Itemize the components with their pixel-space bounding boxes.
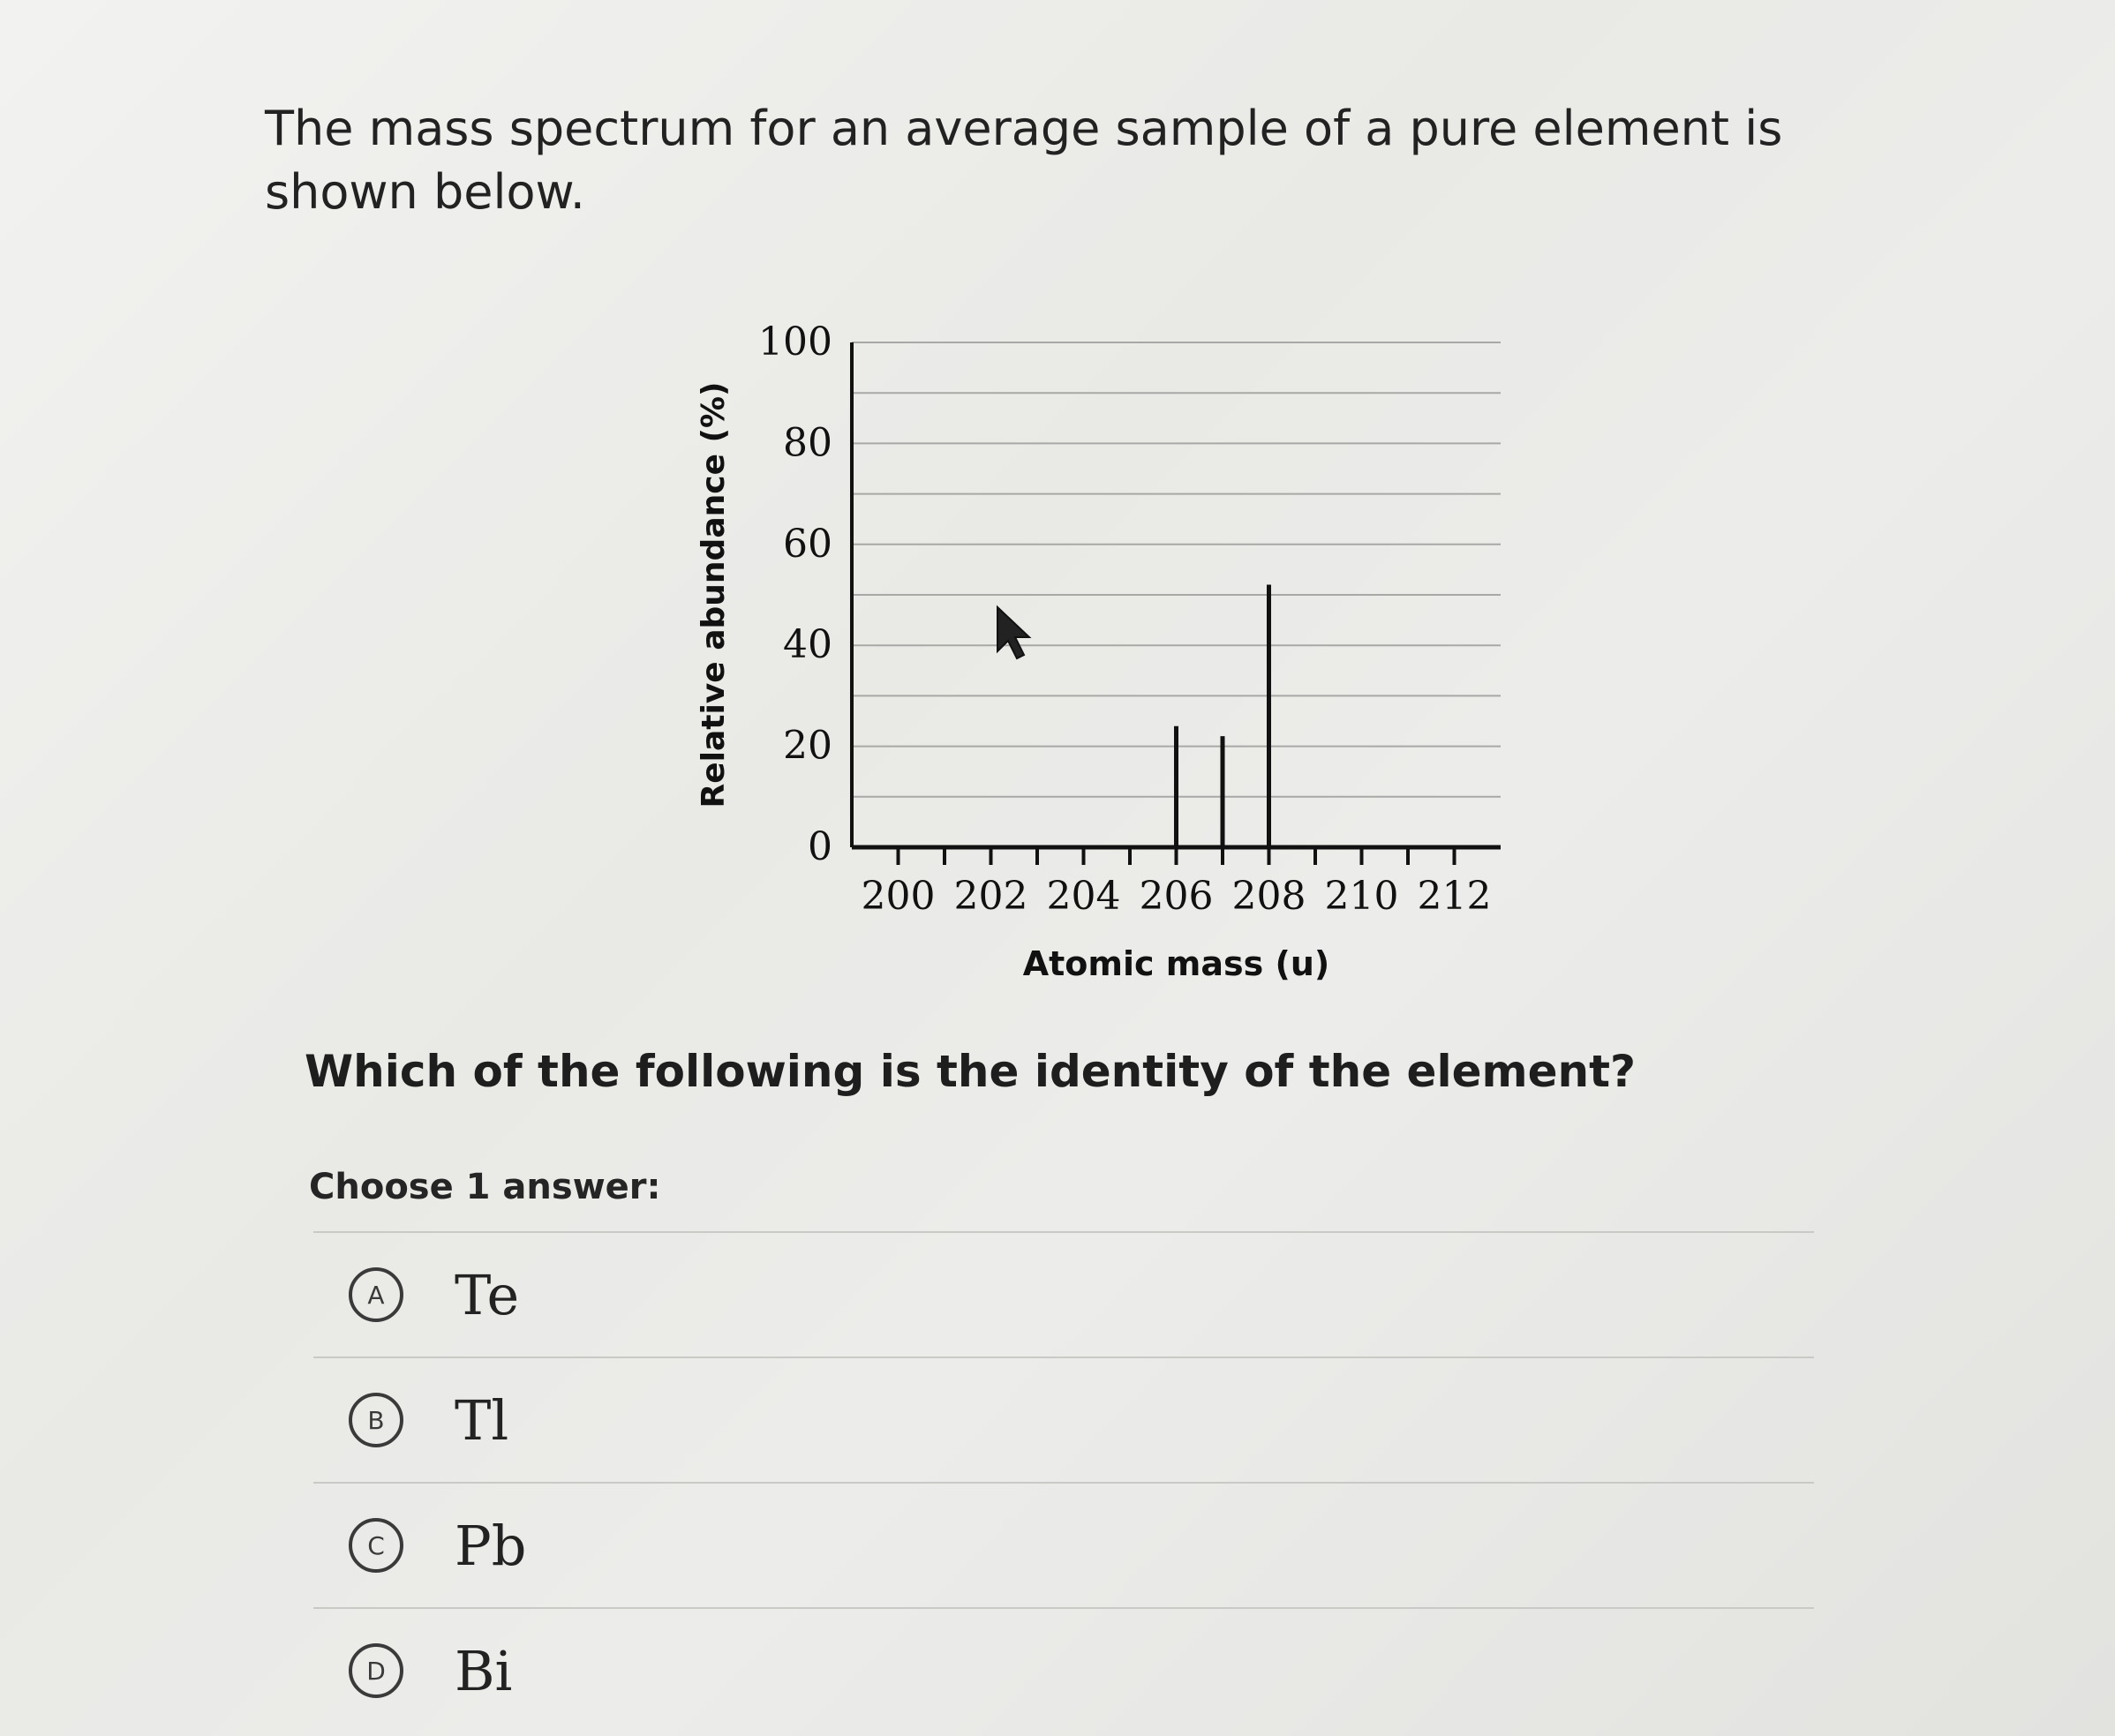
x-tick-label: 210 <box>1324 874 1399 919</box>
bars <box>1177 585 1269 847</box>
x-tick-label: 208 <box>1231 874 1306 919</box>
cursor-pointer-icon <box>997 607 1029 658</box>
option-c-radio[interactable]: C <box>349 1518 403 1573</box>
mass-spectrum-chart <box>671 300 1518 1006</box>
x-axis-label: Atomic mass (u) <box>1022 944 1330 983</box>
option-b[interactable] <box>313 1358 1814 1482</box>
option-d[interactable] <box>313 1609 1814 1732</box>
option-c-label: Pb <box>455 1513 527 1578</box>
y-tick-label: 40 <box>783 622 832 668</box>
option-b-radio[interactable]: B <box>349 1393 403 1447</box>
option-d-radio[interactable]: D <box>349 1643 403 1698</box>
y-tick-label: 0 <box>808 824 832 869</box>
x-tick-label: 206 <box>1139 874 1214 919</box>
y-tick-label: 100 <box>758 319 832 364</box>
chart-svg <box>671 300 1518 1006</box>
option-a-radio[interactable]: A <box>349 1267 403 1322</box>
intro-text: The mass spectrum for an average sample of a pure element is shown below. <box>265 101 1783 220</box>
x-tick-label: 200 <box>861 874 936 919</box>
option-b-label: Tl <box>455 1387 509 1453</box>
x-tick-label: 212 <box>1417 874 1492 919</box>
y-tick-label: 60 <box>783 521 832 567</box>
question-text: Which of the following is the identity of the element? <box>305 1046 1637 1097</box>
y-tick-label: 80 <box>783 420 832 466</box>
x-tick-label: 204 <box>1046 874 1121 919</box>
answer-options <box>313 1231 1814 1732</box>
option-c[interactable] <box>313 1484 1814 1607</box>
y-axis-label: Relative abundance (%) <box>696 381 732 808</box>
option-d-label: Bi <box>455 1638 513 1703</box>
y-tick-label: 20 <box>783 723 832 769</box>
option-a-label: Te <box>455 1262 520 1327</box>
choose-label: Choose 1 answer: <box>309 1167 661 1207</box>
y-tick-labels <box>758 319 832 869</box>
option-a[interactable] <box>313 1233 1814 1356</box>
x-tick-label: 202 <box>953 874 1028 919</box>
x-ticks <box>862 847 1492 919</box>
